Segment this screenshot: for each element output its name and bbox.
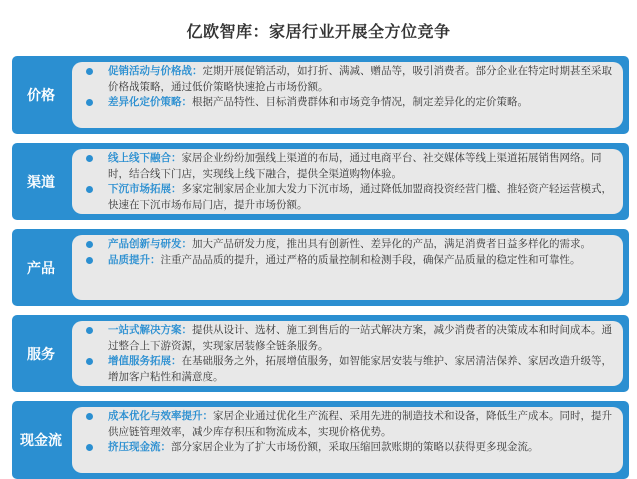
bullet-item xyxy=(84,409,613,440)
bullet-text: 在基础服务之外，拓展增值服务，如智能家居安装与维护、家居清洁保养、家居改造升级等，增加客户粘性和满意度。 xyxy=(108,355,612,383)
row-channel xyxy=(12,143,629,220)
bullet-dot-icon xyxy=(86,444,93,451)
row-content xyxy=(72,235,623,300)
bullet-key: 一站式解决方案： xyxy=(108,324,192,336)
bullet-dot-icon xyxy=(86,99,93,106)
bullet-item xyxy=(84,237,613,253)
bullet-key: 线上线下融合： xyxy=(108,152,182,164)
bullet-text: 根据产品特性、目标消费群体和市场竞争情况，制定差异化的定价策略。 xyxy=(192,96,528,108)
row-label: 产品 xyxy=(27,260,55,277)
row-label: 渠道 xyxy=(27,174,55,191)
bullet-key: 品质提升： xyxy=(108,253,161,266)
bullet-text: 家居企业纷纷加强线上渠道的布局，通过电商平台、社交媒体等线上渠道拓展销售网络。同时，结合线下门店，实现线上线下融合，提供全渠道购物体验。 xyxy=(108,152,602,180)
bullet-text: 提供从设计、选材、施工到售后的一站式解决方案，减少消费者的决策成本和时间成本。通过整合上下游资源，实现家居装修全链条服务。 xyxy=(108,324,612,352)
row-price xyxy=(12,56,629,134)
bullet-text: 部分家居企业为了扩大市场份额，采取压缩回款账期的策略以获得更多现金流。 xyxy=(171,441,539,453)
bullet-dot-icon xyxy=(86,327,93,334)
bullet-dot-icon xyxy=(86,68,93,75)
bullet-text: 注重产品品质的提升，通过严格的质量控制和检测手段，确保产品质量的稳定性和可靠性。 xyxy=(160,253,581,266)
bullet-key: 成本优化与效率提升： xyxy=(108,410,213,422)
bullet-item xyxy=(84,64,613,95)
page-title: 亿欧智库：家居行业开展全方位竞争 xyxy=(186,22,451,41)
row-label: 价格 xyxy=(27,88,55,104)
bullet-key: 促销活动与价格战： xyxy=(108,65,203,77)
bullet-key: 增值服务拓展： xyxy=(108,355,182,367)
bullet-text: 多家定制家居企业加大发力下沉市场，通过降低加盟商投资经营门槛、推轻资产轻运营模式，快速在下沉市场布局门店，提升市场份额。 xyxy=(108,183,612,211)
bullet-key: 挤压现金流： xyxy=(108,441,171,453)
bullet-text: 定期开展促销活动，如打折、满减、赠品等，吸引消费者。部分企业在特定时期甚至采取价格战策略，通过低价策略快速抢占市场份额。 xyxy=(108,65,612,93)
row-product xyxy=(12,229,629,306)
row-content xyxy=(72,149,623,214)
row-content xyxy=(72,62,623,128)
bullet-dot-icon xyxy=(86,257,93,264)
competition-rows xyxy=(12,56,629,479)
row-label: 服务 xyxy=(27,346,55,363)
bullet-dot-icon xyxy=(86,155,93,162)
bullet-key: 下沉市场拓展： xyxy=(108,183,182,195)
row-content xyxy=(72,407,623,473)
bullet-item xyxy=(84,440,613,456)
bullet-item xyxy=(84,253,613,269)
row-content xyxy=(72,321,623,386)
bullet-item xyxy=(84,151,613,182)
bullet-item xyxy=(84,354,613,385)
bullet-text: 家居企业通过优化生产流程、采用先进的制造技术和设备，降低生产成本。同时，提升供应链管理效率，减少库存积压和物流成本，实现价格优势。 xyxy=(108,410,612,438)
bullet-key: 差异化定价策略： xyxy=(108,96,192,108)
bullet-item xyxy=(84,182,613,213)
bullet-dot-icon xyxy=(86,358,93,365)
row-service xyxy=(12,315,629,392)
bullet-text: 加大产品研发力度，推出具有创新性、差异化的产品，满足消费者日益多样化的需求。 xyxy=(192,238,591,250)
bullet-key: 产品创新与研发： xyxy=(108,238,192,250)
row-cashflow xyxy=(12,401,629,479)
bullet-dot-icon xyxy=(86,413,93,420)
bullet-item xyxy=(84,323,613,354)
bullet-item xyxy=(84,95,613,111)
bullet-dot-icon xyxy=(86,241,93,248)
row-label: 现金流 xyxy=(20,433,62,449)
bullet-dot-icon xyxy=(86,186,93,193)
